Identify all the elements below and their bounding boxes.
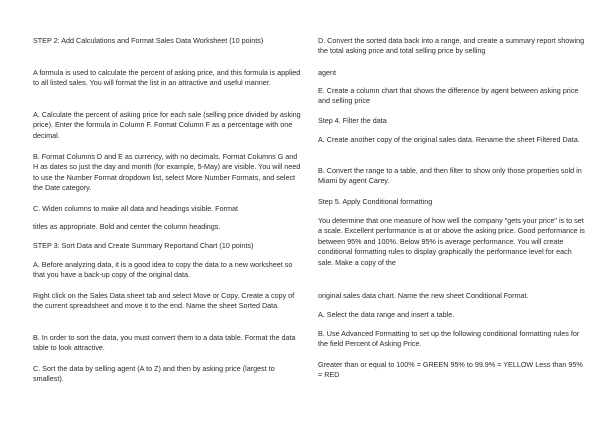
step2-item-c-continued: titles as appropriate. Bold and center the column headings. <box>33 222 221 231</box>
step2-item-c: C. Widen columns to make all data and headings visible. Format <box>33 204 238 213</box>
step5-intro-continued: original sales data chart. Name the new sheet Conditional Format. <box>318 291 529 300</box>
step2-heading: STEP 2: Add Calculations and Format Sales Data Worksheet (10 points) <box>33 36 264 45</box>
step2-item-b: B. Format Columns D and E as currency, with no decimals. Format Columns G and H as dates so just the day and month (for example, 5-May) are visible. You will need to use the Number Format dropdown list, select More Number Formats, and select the Date category. <box>33 152 301 193</box>
step3-item-b: B. In order to sort the data, you must convert them to a data table. Format the data table to look attractive. <box>33 333 296 353</box>
step3-item-d-continued: agent <box>318 68 336 77</box>
step5-heading: Step 5. Apply Conditional formatting <box>318 197 433 206</box>
step2-intro: A formula is used to calculate the percent of asking price, and this formula is applied to all listed sales. You will format the list in an attractive and useful manner. <box>33 68 301 88</box>
step5-item-a: A. Select the data range and insert a table. <box>318 310 455 319</box>
step3-item-a: A. Before analyzing data, it is a good idea to copy the data to a new worksheet so that you have a back-up copy of the original data. <box>33 260 293 280</box>
step3-item-d: D. Convert the sorted data back into a range, and create a summary report showing the total asking price and total selling price by selling <box>318 36 585 56</box>
step2-item-a: A. Calculate the percent of asking price for each sale (selling price divided by asking price). Enter the formula in Column F. Format Column F as a percentage with one decimal. <box>33 110 301 140</box>
step5-intro: You determine that one measure of how well the company "gets your price" is to set a scale. Excellent performance is at or above the asking price. Good performance is between 95% and 100%. Below 95% is average performance. You will create conditional formatting rules to display graphically the performance level for each sale. Make a copy of the <box>318 216 585 267</box>
step3-item-c: C. Sort the data by selling agent (A to Z) and then by asking price (largest to smallest). <box>33 364 275 384</box>
step3-heading: STEP 3: Sort Data and Create Summary Reportand Chart (10 points) <box>33 241 254 250</box>
step4-heading: Step 4. Filter the data <box>318 116 387 125</box>
step3-item-e: E. Create a column chart that shows the difference by agent between asking price and selling price <box>318 86 579 106</box>
step3-copy-instructions: Right click on the Sales Data sheet tab and select Move or Copy. Create a copy of the current spreadsheet and move it to the end. Name the sheet Sorted Data. <box>33 291 295 311</box>
step4-item-a: A. Create another copy of the original sales data. Rename the sheet Filtered Data. <box>318 135 580 144</box>
step5-rules: Greater than or equal to 100% = GREEN 95% to 99.9% = YELLOW Less than 95% = RED <box>318 360 583 380</box>
step5-item-b: B. Use Advanced Formatting to set up the following conditional formatting rules for the field Percent of Asking Price. <box>318 329 580 349</box>
step4-item-b: B. Convert the range to a table, and then filter to show only those properties sold in Miami by agent Carey. <box>318 166 582 186</box>
